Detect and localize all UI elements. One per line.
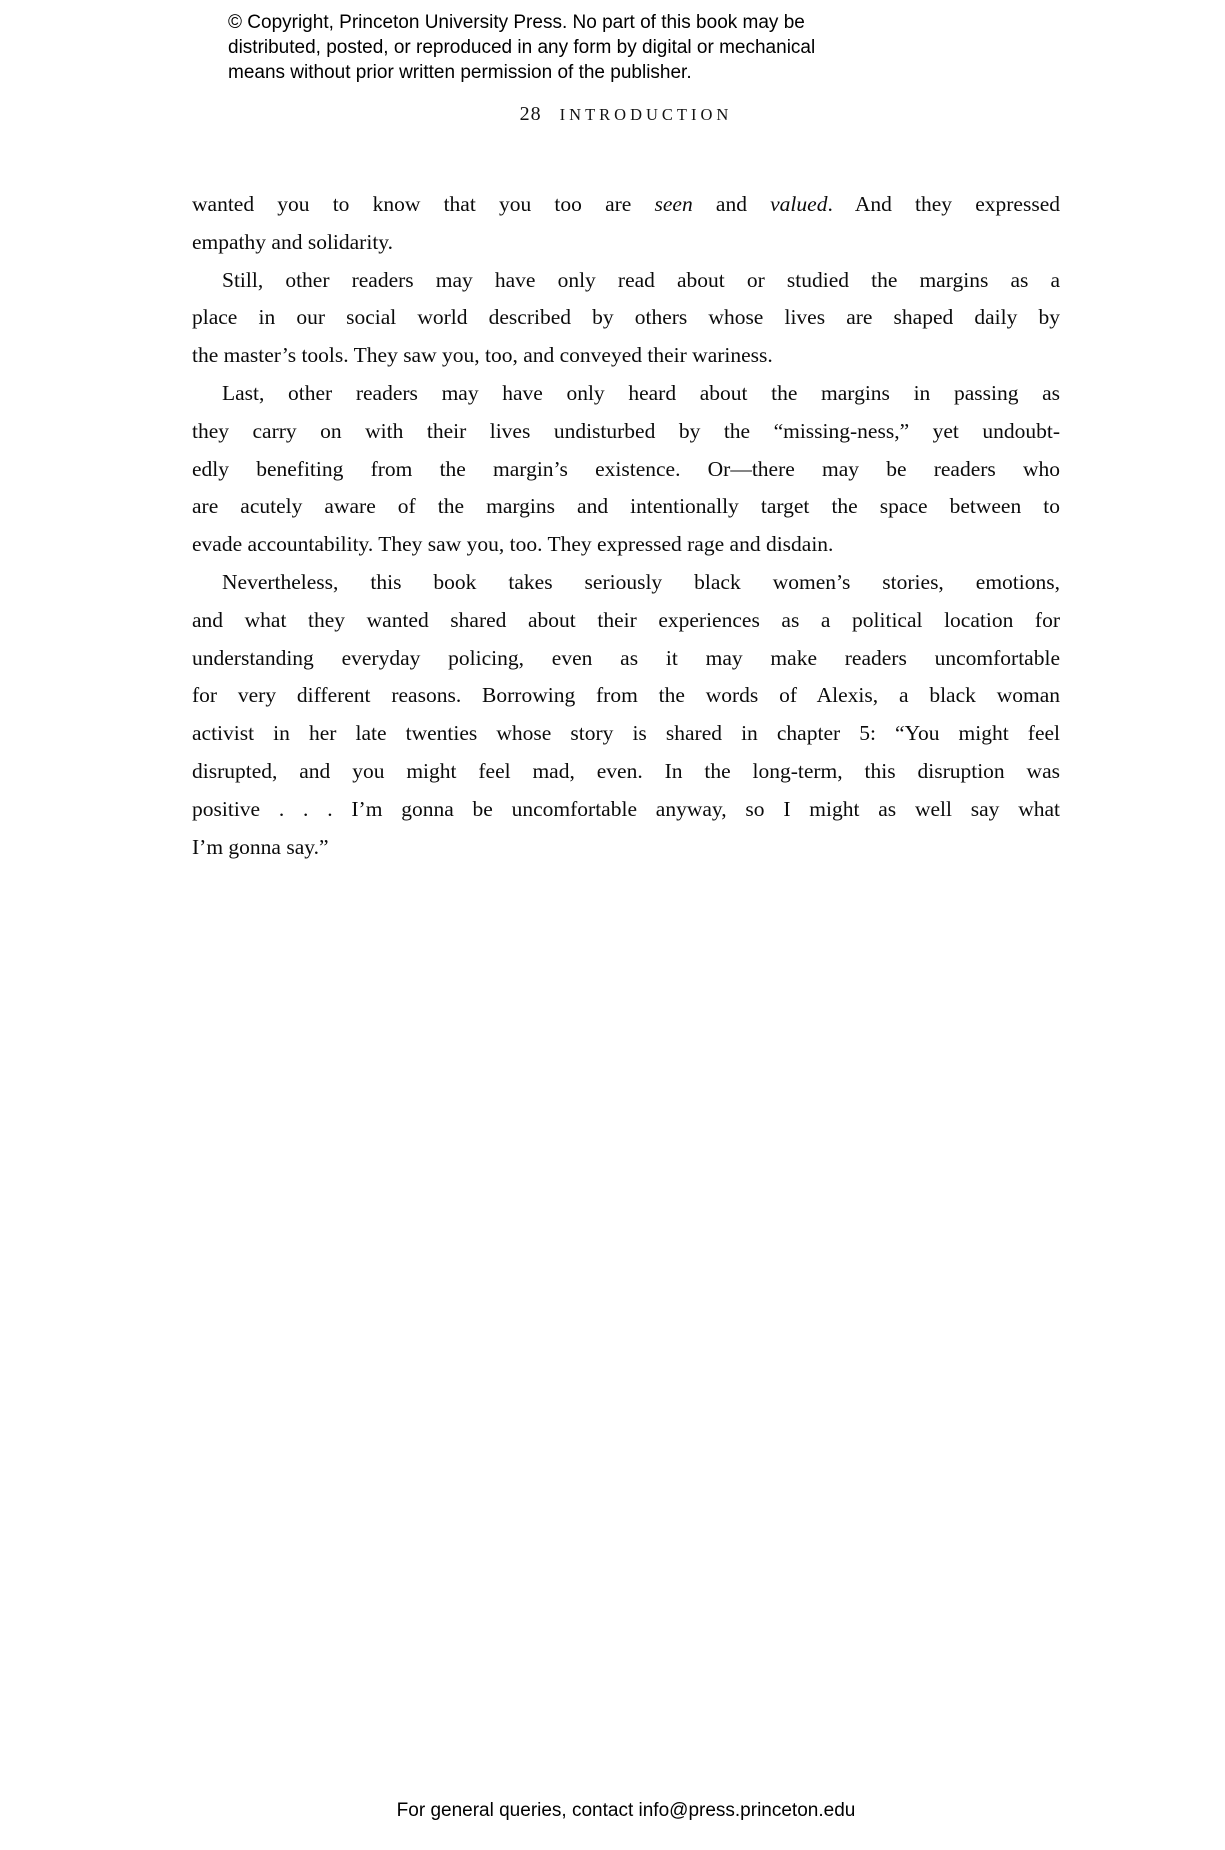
text-segment: understanding everyday policing, even as it may make readers uncomfortable: [192, 645, 1060, 670]
text-line: [192, 337, 1060, 375]
text-segment: and: [692, 192, 771, 216]
copyright-line: © Copyright, Princeton University Press. No part of this book may be: [228, 12, 805, 33]
text-line: [192, 791, 1060, 829]
running-head: [192, 103, 1060, 126]
text-segment: evade accountability. They saw you, too. They expressed rage and disdain.: [192, 532, 834, 557]
text-line: [192, 677, 1060, 715]
text-line: [192, 640, 1060, 678]
text-line: [192, 451, 1060, 489]
text-segment: I’m gonna say.”: [192, 834, 329, 859]
text-segment: empathy and solidarity.: [192, 229, 394, 254]
chapter-title: INTRODUCTION: [559, 105, 733, 124]
text-line: [192, 715, 1060, 753]
text-line: [192, 299, 1060, 337]
text-line: [192, 602, 1060, 640]
text-segment: they carry on with their lives undisturbed by the “missing-ness,” yet undoubt-: [192, 418, 1060, 443]
text-segment: Nevertheless, this book takes seriously black women’s stories, emotions,: [222, 569, 1060, 594]
text-line: [192, 413, 1060, 451]
text-line: [192, 564, 1060, 602]
text-line: [192, 753, 1060, 791]
text-segment: wanted you to know that you too are: [192, 192, 655, 216]
text-line: [192, 224, 1060, 262]
page-number: 28: [519, 103, 542, 125]
footer-contact: For general queries, contact info@press.princeton.edu: [396, 1800, 856, 1821]
text-segment: are acutely aware of the margins and intentionally target the space between to: [192, 494, 1060, 519]
copyright-notice: [228, 10, 815, 85]
text-line: [192, 526, 1060, 564]
text-segment: for very different reasons. Borrowing from the words of Alexis, a black woman: [192, 683, 1060, 708]
text-segment: and what they wanted shared about their experiences as a political location for: [192, 607, 1060, 632]
text-segment: edly benefiting from the margin’s existence. Or—there may be readers who: [192, 456, 1060, 481]
text-line: [192, 375, 1060, 413]
body-text: [192, 186, 1060, 866]
copyright-line: distributed, posted, or reproduced in any form by digital or mechanical: [228, 37, 816, 58]
text-line: [192, 829, 1060, 867]
text-segment: . And they expressed: [827, 192, 1061, 216]
text-line: [192, 262, 1060, 300]
copyright-line: means without prior written permission of the publisher.: [228, 62, 692, 83]
italic-text: valued: [770, 192, 828, 216]
text-segment: activist in her late twenties whose story is shared in chapter 5: “You might feel: [192, 721, 1060, 746]
text-line: [192, 488, 1060, 526]
text-segment: the master’s tools. They saw you, too, and conveyed their wariness.: [192, 343, 773, 368]
text-segment: place in our social world described by others whose lives are shaped daily by: [192, 305, 1060, 330]
text-segment: Last, other readers may have only heard about the margins in passing as: [222, 380, 1060, 405]
text-line: [192, 186, 1060, 224]
text-segment: disrupted, and you might feel mad, even. In the long-term, this disruption was: [192, 758, 1060, 783]
italic-text: seen: [654, 192, 693, 216]
text-segment: Still, other readers may have only read about or studied the margins as a: [222, 267, 1060, 292]
text-segment: positive . . . I’m gonna be uncomfortable anyway, so I might as well say what: [192, 796, 1060, 821]
